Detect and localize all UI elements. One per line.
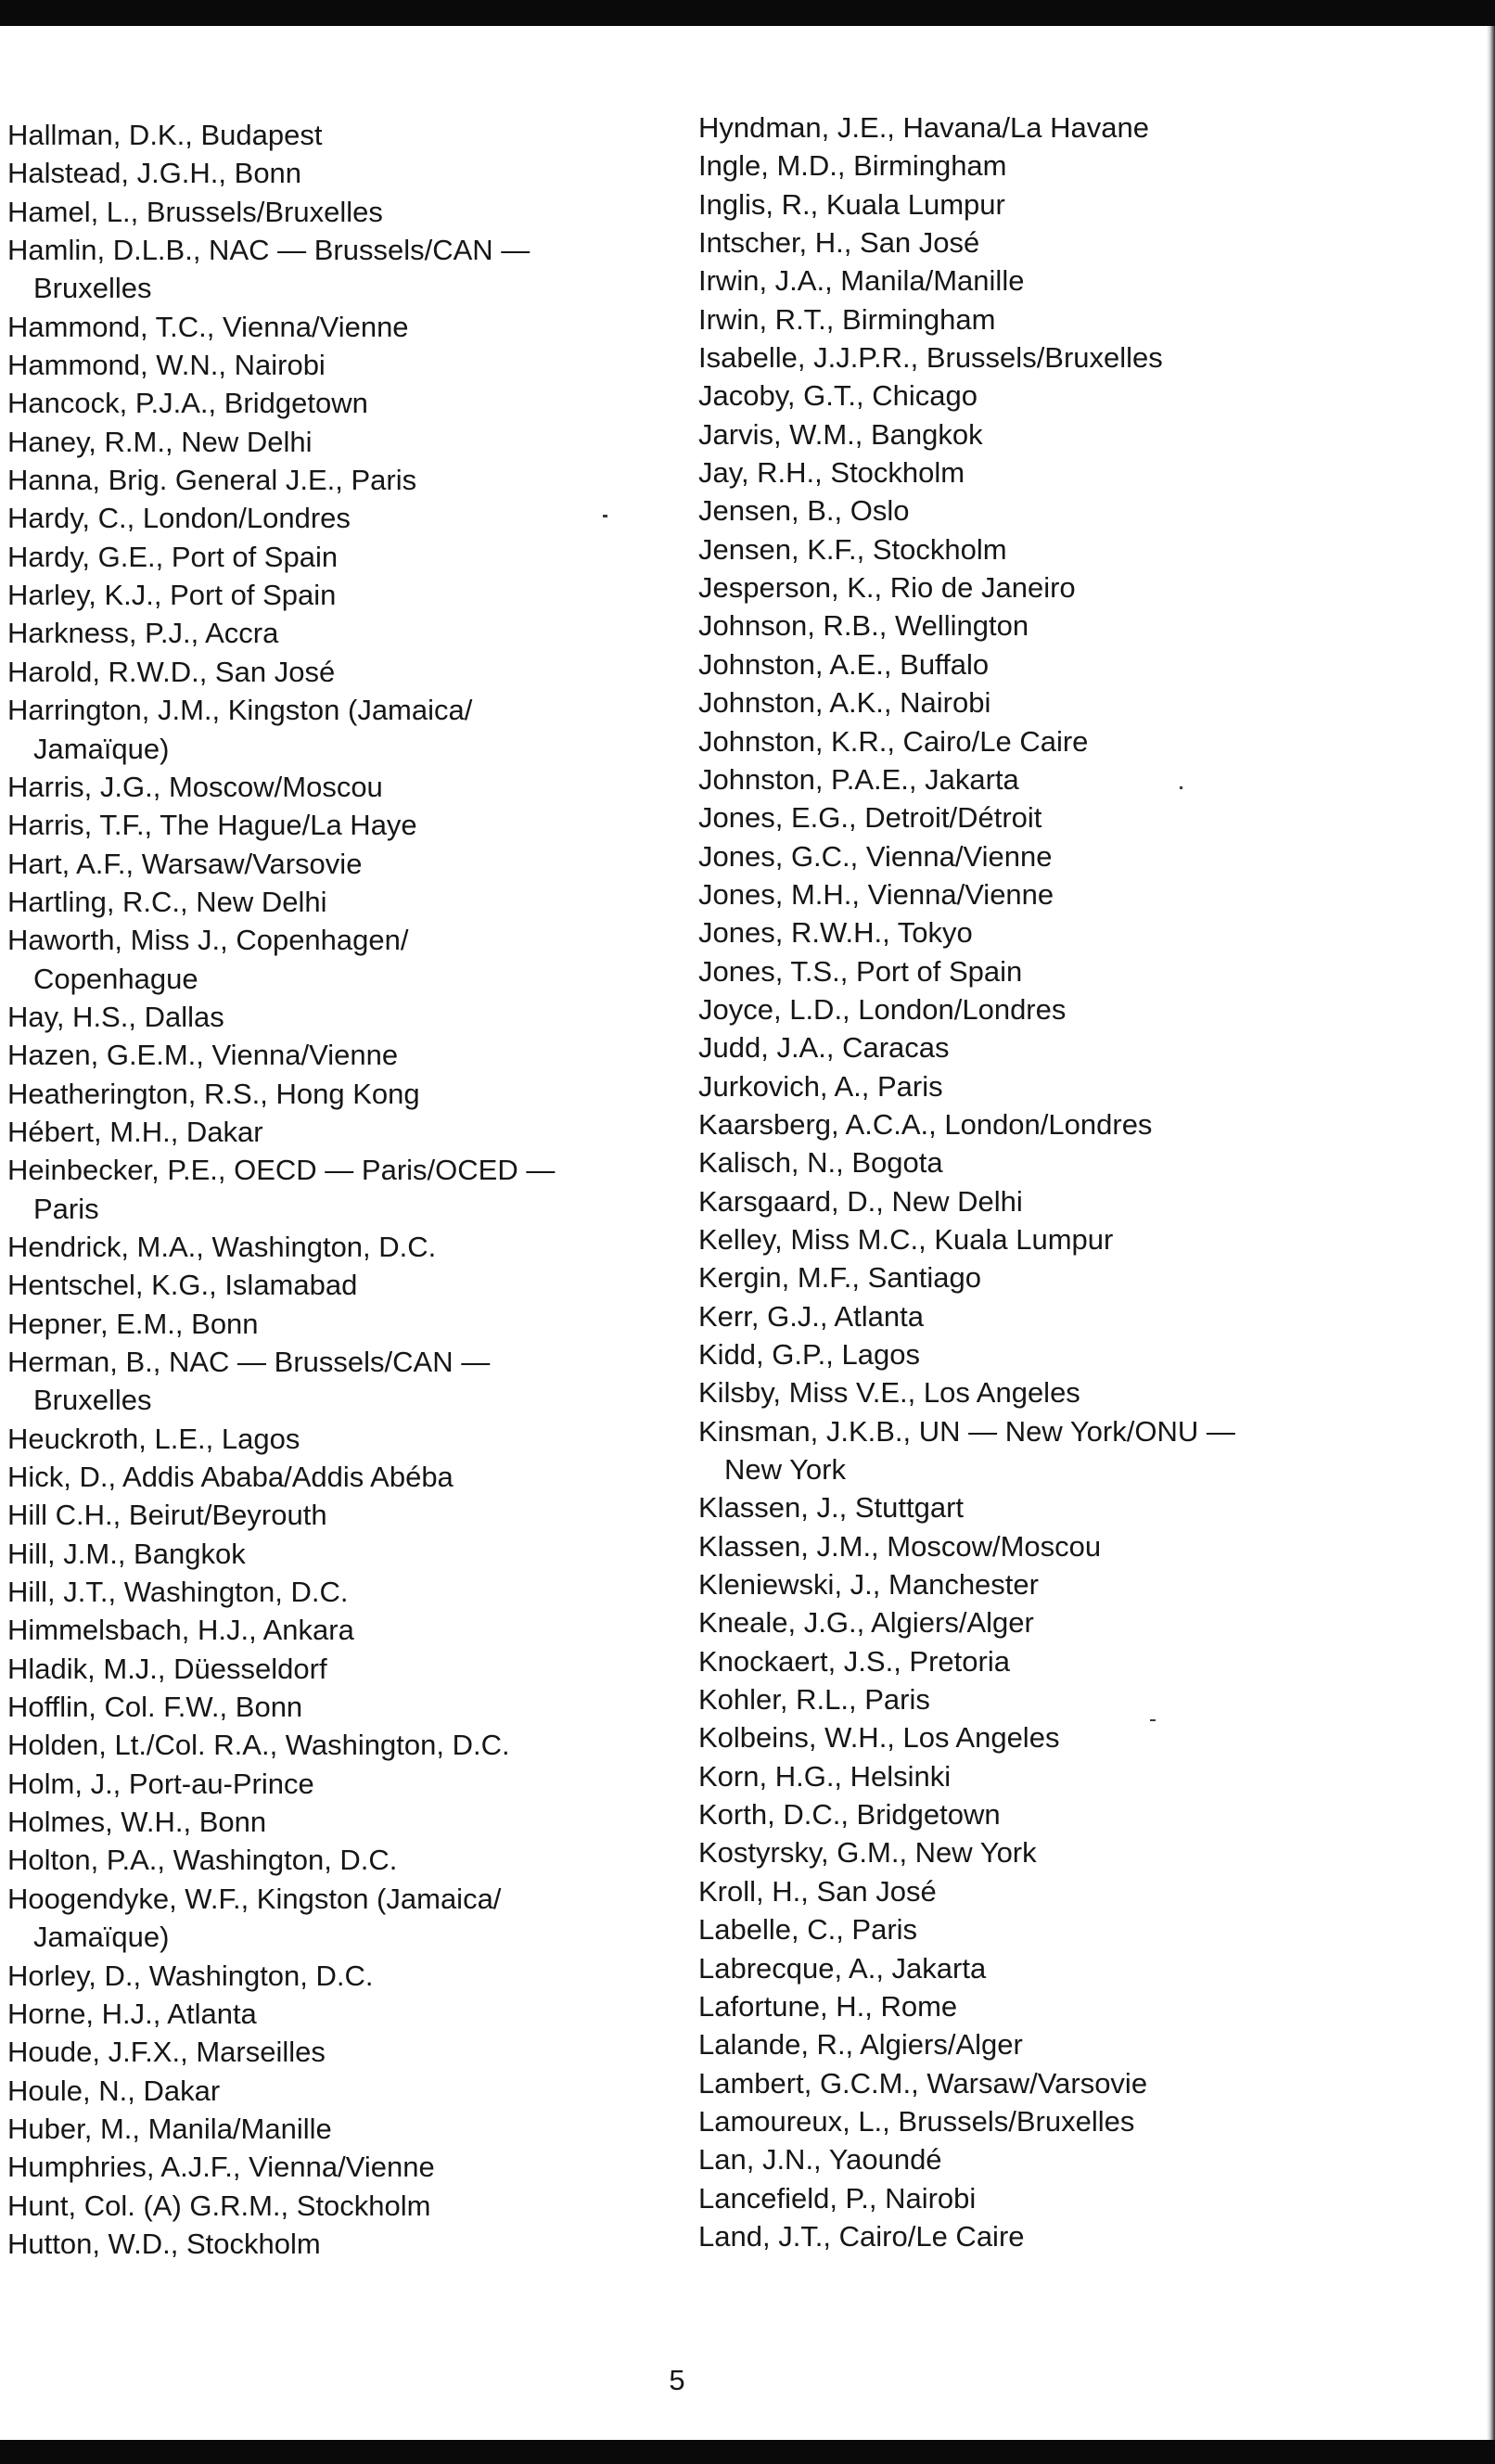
entry-text: Jensen, K.F., Stockholm (698, 532, 1007, 566)
entry-continuation: Bruxelles (33, 1384, 152, 1417)
directory-entry (698, 1987, 1385, 2025)
entry-text: Kostyrsky, G.M., New York (698, 1836, 1037, 1870)
entry-text: Land, J.T., Cairo/Le Caire (698, 2219, 1025, 2253)
top-scan-border (0, 0, 1495, 26)
entry-continuation: Paris (33, 1192, 99, 1225)
entry-text: Holm, J., Port-au-Prince (7, 1767, 314, 1800)
directory-entry (7, 845, 675, 883)
directory-entry (698, 1565, 1385, 1603)
directory-entry (698, 2025, 1385, 2063)
page-number: 5 (669, 2364, 685, 2396)
entry-text: Hardy, G.E., Port of Spain (7, 540, 339, 573)
directory-entry (698, 1872, 1385, 1910)
entry-text: Haney, R.M., New Delhi (7, 425, 313, 458)
entry-text: Jones, E.G., Detroit/Détroit (698, 801, 1042, 835)
directory-entry (7, 614, 675, 652)
entry-text: Johnston, K.R., Cairo/Le Caire (698, 724, 1089, 758)
entry-text: Harrington, J.M., Kingston (Jamaica/ (7, 694, 473, 727)
directory-entry (698, 645, 1385, 683)
entry-text: Johnson, R.B., Wellington (698, 609, 1029, 643)
right-scan-edge (1487, 26, 1495, 2440)
directory-entry (7, 538, 675, 576)
directory-entry (7, 1535, 675, 1573)
entry-continuation: Copenhague (33, 962, 198, 995)
entry-text: Kleniewski, J., Manchester (698, 1568, 1039, 1602)
directory-entry (698, 1833, 1385, 1871)
entry-text: Hamel, L., Brussels/Bruxelles (7, 195, 383, 228)
directory-entry (7, 2110, 675, 2148)
entry-text: Halstead, J.G.H., Bonn (7, 157, 302, 190)
entry-text: Harris, T.F., The Hague/La Haye (7, 809, 417, 842)
entry-text: Hay, H.S., Dallas (7, 1000, 224, 1033)
directory-entry (698, 798, 1385, 836)
entry-text: Klassen, J.M., Moscow/Moscou (698, 1529, 1102, 1563)
directory-entry (7, 1765, 675, 1803)
entry-text: Hamlin, D.L.B., NAC — Brussels/CAN — (7, 234, 530, 267)
directory-entry (698, 952, 1385, 990)
entry-text: Hyndman, J.E., Havana/La Havane (698, 111, 1149, 144)
directory-entry (7, 1228, 675, 1266)
directory-entry (7, 2187, 675, 2225)
directory-entry (698, 683, 1385, 721)
directory-entry (698, 990, 1385, 1028)
entry-text: Jones, M.H., Vienna/Vienne (698, 877, 1054, 911)
directory-entry (7, 1688, 675, 1726)
directory-entry (7, 231, 675, 308)
right-column-directory (698, 109, 1385, 2255)
entry-text: Hanna, Brig. General J.E., Paris (7, 464, 417, 497)
directory-entry (7, 1995, 675, 2033)
directory-entry (7, 1420, 675, 1458)
directory-entry (7, 1957, 675, 1995)
entry-text: Jones, R.W.H., Tokyo (698, 916, 973, 950)
entry-text: Humphries, A.J.F., Vienna/Vienne (7, 2151, 435, 2184)
scan-speck (1180, 786, 1182, 789)
directory-entry (698, 1297, 1385, 1335)
directory-entry (7, 1803, 675, 1841)
directory-entry (698, 1795, 1385, 1833)
directory-entry (7, 1841, 675, 1879)
directory-entry (698, 1028, 1385, 1066)
bottom-scan-border (0, 2440, 1495, 2464)
directory-entry (698, 1949, 1385, 1987)
entry-text: Hentschel, K.G., Islamabad (7, 1269, 358, 1302)
directory-entry (7, 1075, 675, 1113)
directory-entry (7, 691, 675, 768)
directory-entry (7, 883, 675, 921)
directory-entry (698, 1412, 1385, 1489)
entry-text: Irwin, J.A., Manila/Manille (698, 264, 1025, 298)
entry-continuation: New York (724, 1453, 846, 1487)
directory-entry (7, 1151, 675, 1228)
directory-entry (7, 2072, 675, 2110)
entry-text: Hammond, W.N., Nairobi (7, 349, 326, 382)
entry-text: Hardy, C., London/Londres (7, 502, 351, 535)
entry-text: Hendrick, M.A., Washington, D.C. (7, 1230, 437, 1263)
entry-continuation: Bruxelles (33, 272, 152, 305)
directory-entry (7, 1650, 675, 1688)
directory-entry (698, 1373, 1385, 1411)
entry-text: Huber, M., Manila/Manille (7, 2112, 332, 2145)
entry-text: Hart, A.F., Warsaw/Varsovie (7, 847, 363, 880)
directory-entry (7, 154, 675, 192)
left-column-directory (7, 116, 675, 2263)
directory-entry (7, 653, 675, 691)
entry-text: Kolbeins, W.H., Los Angeles (698, 1721, 1060, 1755)
entry-text: Hancock, P.J.A., Bridgetown (7, 387, 368, 420)
entry-text: Lambert, G.C.M., Warsaw/Varsovie (698, 2066, 1148, 2100)
directory-entry (698, 2102, 1385, 2140)
directory-entry (698, 1603, 1385, 1641)
directory-entry (7, 499, 675, 537)
directory-entry (698, 568, 1385, 606)
directory-entry (698, 837, 1385, 875)
entry-text: Jarvis, W.M., Bangkok (698, 417, 983, 451)
entry-text: Jay, R.H., Stockholm (698, 456, 965, 490)
directory-entry (7, 2148, 675, 2186)
directory-entry (698, 1220, 1385, 1258)
directory-entry (698, 300, 1385, 338)
entry-text: Heinbecker, P.E., OECD — Paris/OCED — (7, 1154, 556, 1187)
directory-entry (7, 1726, 675, 1764)
directory-entry (698, 377, 1385, 415)
entry-text: Kidd, G.P., Lagos (698, 1338, 920, 1371)
entry-text: Hazen, G.E.M., Vienna/Vienne (7, 1039, 399, 1072)
entry-text: Haworth, Miss J., Copenhagen/ (7, 924, 409, 957)
entry-text: Knockaert, J.S., Pretoria (698, 1644, 1010, 1678)
entry-text: Jesperson, K., Rio de Janeiro (698, 571, 1076, 605)
directory-entry (7, 461, 675, 499)
directory-entry (7, 1611, 675, 1649)
entry-text: Jacoby, G.T., Chicago (698, 379, 978, 413)
directory-entry (698, 415, 1385, 453)
entry-continuation: Jamaïque) (33, 1921, 170, 1954)
directory-entry (698, 1680, 1385, 1718)
entry-text: Horley, D., Washington, D.C. (7, 1959, 374, 1992)
directory-entry (698, 913, 1385, 951)
entry-text: Korn, H.G., Helsinki (698, 1759, 952, 1793)
entry-text: Lalande, R., Algiers/Alger (698, 2028, 1023, 2062)
directory-entry (698, 338, 1385, 377)
directory-entry (698, 1182, 1385, 1220)
directory-entry (7, 1573, 675, 1611)
directory-entry (698, 722, 1385, 760)
directory-entry (7, 1880, 675, 1957)
entry-text: Irwin, R.T., Birmingham (698, 302, 996, 336)
directory-entry (7, 998, 675, 1036)
directory-entry (7, 806, 675, 844)
entry-text: Lafortune, H., Rome (698, 1989, 958, 2023)
entry-text: Kohler, R.L., Paris (698, 1683, 930, 1717)
directory-entry (698, 109, 1385, 147)
entry-text: Herman, B., NAC — Brussels/CAN — (7, 1346, 491, 1378)
entry-text: Hill C.H., Beirut/Beyrouth (7, 1499, 327, 1532)
directory-entry (698, 606, 1385, 645)
directory-entry (698, 875, 1385, 913)
entry-text: Inglis, R., Kuala Lumpur (698, 187, 1005, 221)
entry-text: Joyce, L.D., London/Londres (698, 992, 1067, 1026)
directory-entry (7, 1343, 675, 1420)
directory-entry (698, 2217, 1385, 2255)
entry-continuation: Jamaïque) (33, 732, 170, 765)
entry-text: Lan, J.N., Yaoundé (698, 2143, 942, 2177)
directory-entry (698, 2064, 1385, 2102)
directory-entry (698, 530, 1385, 568)
directory-entry (7, 1113, 675, 1151)
directory-entry (7, 346, 675, 384)
entry-text: Johnston, P.A.E., Jakarta (698, 762, 1019, 796)
directory-entry (7, 116, 675, 154)
entry-text: Jurkovich, A., Paris (698, 1069, 943, 1103)
entry-text: Johnston, A.E., Buffalo (698, 647, 990, 681)
entry-text: Hallman, D.K., Budapest (7, 119, 323, 151)
entry-text: Karsgaard, D., New Delhi (698, 1184, 1023, 1218)
directory-entry (698, 492, 1385, 530)
directory-entry (7, 193, 675, 231)
directory-entry (698, 453, 1385, 492)
entry-text: Heatherington, R.S., Hong Kong (7, 1077, 420, 1110)
directory-entry (698, 1488, 1385, 1526)
entry-text: Houde, J.F.X., Marseilles (7, 2036, 326, 2069)
entry-text: Harris, J.G., Moscow/Moscou (7, 770, 383, 803)
directory-entry (698, 1258, 1385, 1296)
directory-entry (698, 1105, 1385, 1143)
directory-entry (698, 1143, 1385, 1181)
entry-text: Hepner, E.M., Bonn (7, 1307, 259, 1340)
directory-entry (7, 1305, 675, 1343)
directory-entry (698, 760, 1385, 798)
entry-text: Hammond, T.C., Vienna/Vienne (7, 310, 409, 343)
entry-text: Harkness, P.J., Accra (7, 617, 279, 650)
entry-text: Kaarsberg, A.C.A., London/Londres (698, 1107, 1153, 1141)
directory-entry (698, 2140, 1385, 2178)
directory-entry (7, 1496, 675, 1534)
directory-entry (698, 1642, 1385, 1680)
entry-text: Holmes, W.H., Bonn (7, 1806, 267, 1839)
entry-text: Hill, J.M., Bangkok (7, 1537, 246, 1570)
directory-entry (698, 2179, 1385, 2217)
entry-text: Hunt, Col. (A) G.R.M., Stockholm (7, 2189, 431, 2222)
directory-entry (7, 768, 675, 806)
entry-text: Hutton, W.D., Stockholm (7, 2227, 321, 2260)
directory-entry (698, 1527, 1385, 1565)
entry-text: Kneale, J.G., Algiers/Alger (698, 1606, 1034, 1640)
directory-entry (7, 2225, 675, 2263)
entry-text: Hofflin, Col. F.W., Bonn (7, 1691, 303, 1724)
directory-entry (698, 1910, 1385, 1948)
entry-text: Harold, R.W.D., San José (7, 655, 336, 688)
entry-text: Himmelsbach, H.J., Ankara (7, 1614, 354, 1647)
directory-entry (698, 1067, 1385, 1105)
directory-entry (7, 1266, 675, 1304)
directory-entry (698, 1757, 1385, 1795)
entry-text: Kinsman, J.K.B., UN — New York/ONU — (698, 1414, 1235, 1448)
entry-text: Lancefield, P., Nairobi (698, 2181, 977, 2215)
entry-text: Hick, D., Addis Ababa/Addis Abéba (7, 1461, 454, 1494)
entry-text: Kalisch, N., Bogota (698, 1146, 943, 1180)
directory-entry (698, 262, 1385, 300)
directory-entry (7, 2033, 675, 2071)
entry-text: Holden, Lt./Col. R.A., Washington, D.C. (7, 1729, 510, 1762)
entry-text: Intscher, H., San José (698, 226, 980, 260)
entry-text: Jensen, B., Oslo (698, 494, 910, 528)
directory-entry (698, 1335, 1385, 1373)
entry-text: Jones, G.C., Vienna/Vienne (698, 839, 1053, 873)
entry-text: Isabelle, J.J.P.R., Brussels/Bruxelles (698, 341, 1163, 375)
directory-entry (698, 223, 1385, 262)
entry-text: Judd, J.A., Caracas (698, 1031, 950, 1065)
entry-text: Houle, N., Dakar (7, 2074, 221, 2107)
entry-text: Holton, P.A., Washington, D.C. (7, 1844, 398, 1877)
directory-entry (698, 147, 1385, 185)
directory-entry (7, 308, 675, 346)
entry-text: Hébert, M.H., Dakar (7, 1115, 263, 1148)
entry-text: Kergin, M.F., Santiago (698, 1261, 981, 1295)
entry-text: Lamoureux, L., Brussels/Bruxelles (698, 2104, 1135, 2138)
directory-entry (7, 423, 675, 461)
directory-entry (7, 384, 675, 422)
entry-text: Hladik, M.J., Düesseldorf (7, 1652, 327, 1685)
entry-text: Heuckroth, L.E., Lagos (7, 1422, 300, 1455)
entry-text: Horne, H.J., Atlanta (7, 1997, 257, 2030)
entry-text: Hoogendyke, W.F., Kingston (Jamaica/ (7, 1882, 502, 1915)
directory-entry (7, 1036, 675, 1074)
directory-entry (698, 185, 1385, 223)
directory-entry (698, 1718, 1385, 1756)
directory-entry (7, 1458, 675, 1496)
entry-text: Labelle, C., Paris (698, 1913, 918, 1947)
entry-text: Harley, K.J., Port of Spain (7, 579, 337, 612)
entry-text: Kroll, H., San José (698, 1874, 937, 1908)
entry-text: Hartling, R.C., New Delhi (7, 885, 327, 918)
entry-text: Hill, J.T., Washington, D.C. (7, 1576, 349, 1609)
entry-text: Ingle, M.D., Birmingham (698, 149, 1007, 183)
scan-speck (603, 515, 607, 517)
entry-text: Kelley, Miss M.C., Kuala Lumpur (698, 1222, 1114, 1256)
entry-text: Labrecque, A., Jakarta (698, 1951, 987, 1985)
directory-entry (7, 921, 675, 998)
entry-text: Jones, T.S., Port of Spain (698, 954, 1023, 988)
entry-text: Kilsby, Miss V.E., Los Angeles (698, 1376, 1080, 1410)
directory-entry (7, 576, 675, 614)
entry-text: Kerr, G.J., Atlanta (698, 1299, 924, 1333)
scan-speck (1150, 1719, 1156, 1721)
entry-text: Korth, D.C., Bridgetown (698, 1798, 1001, 1832)
entry-text: Johnston, A.K., Nairobi (698, 686, 991, 720)
entry-text: Klassen, J., Stuttgart (698, 1491, 965, 1525)
